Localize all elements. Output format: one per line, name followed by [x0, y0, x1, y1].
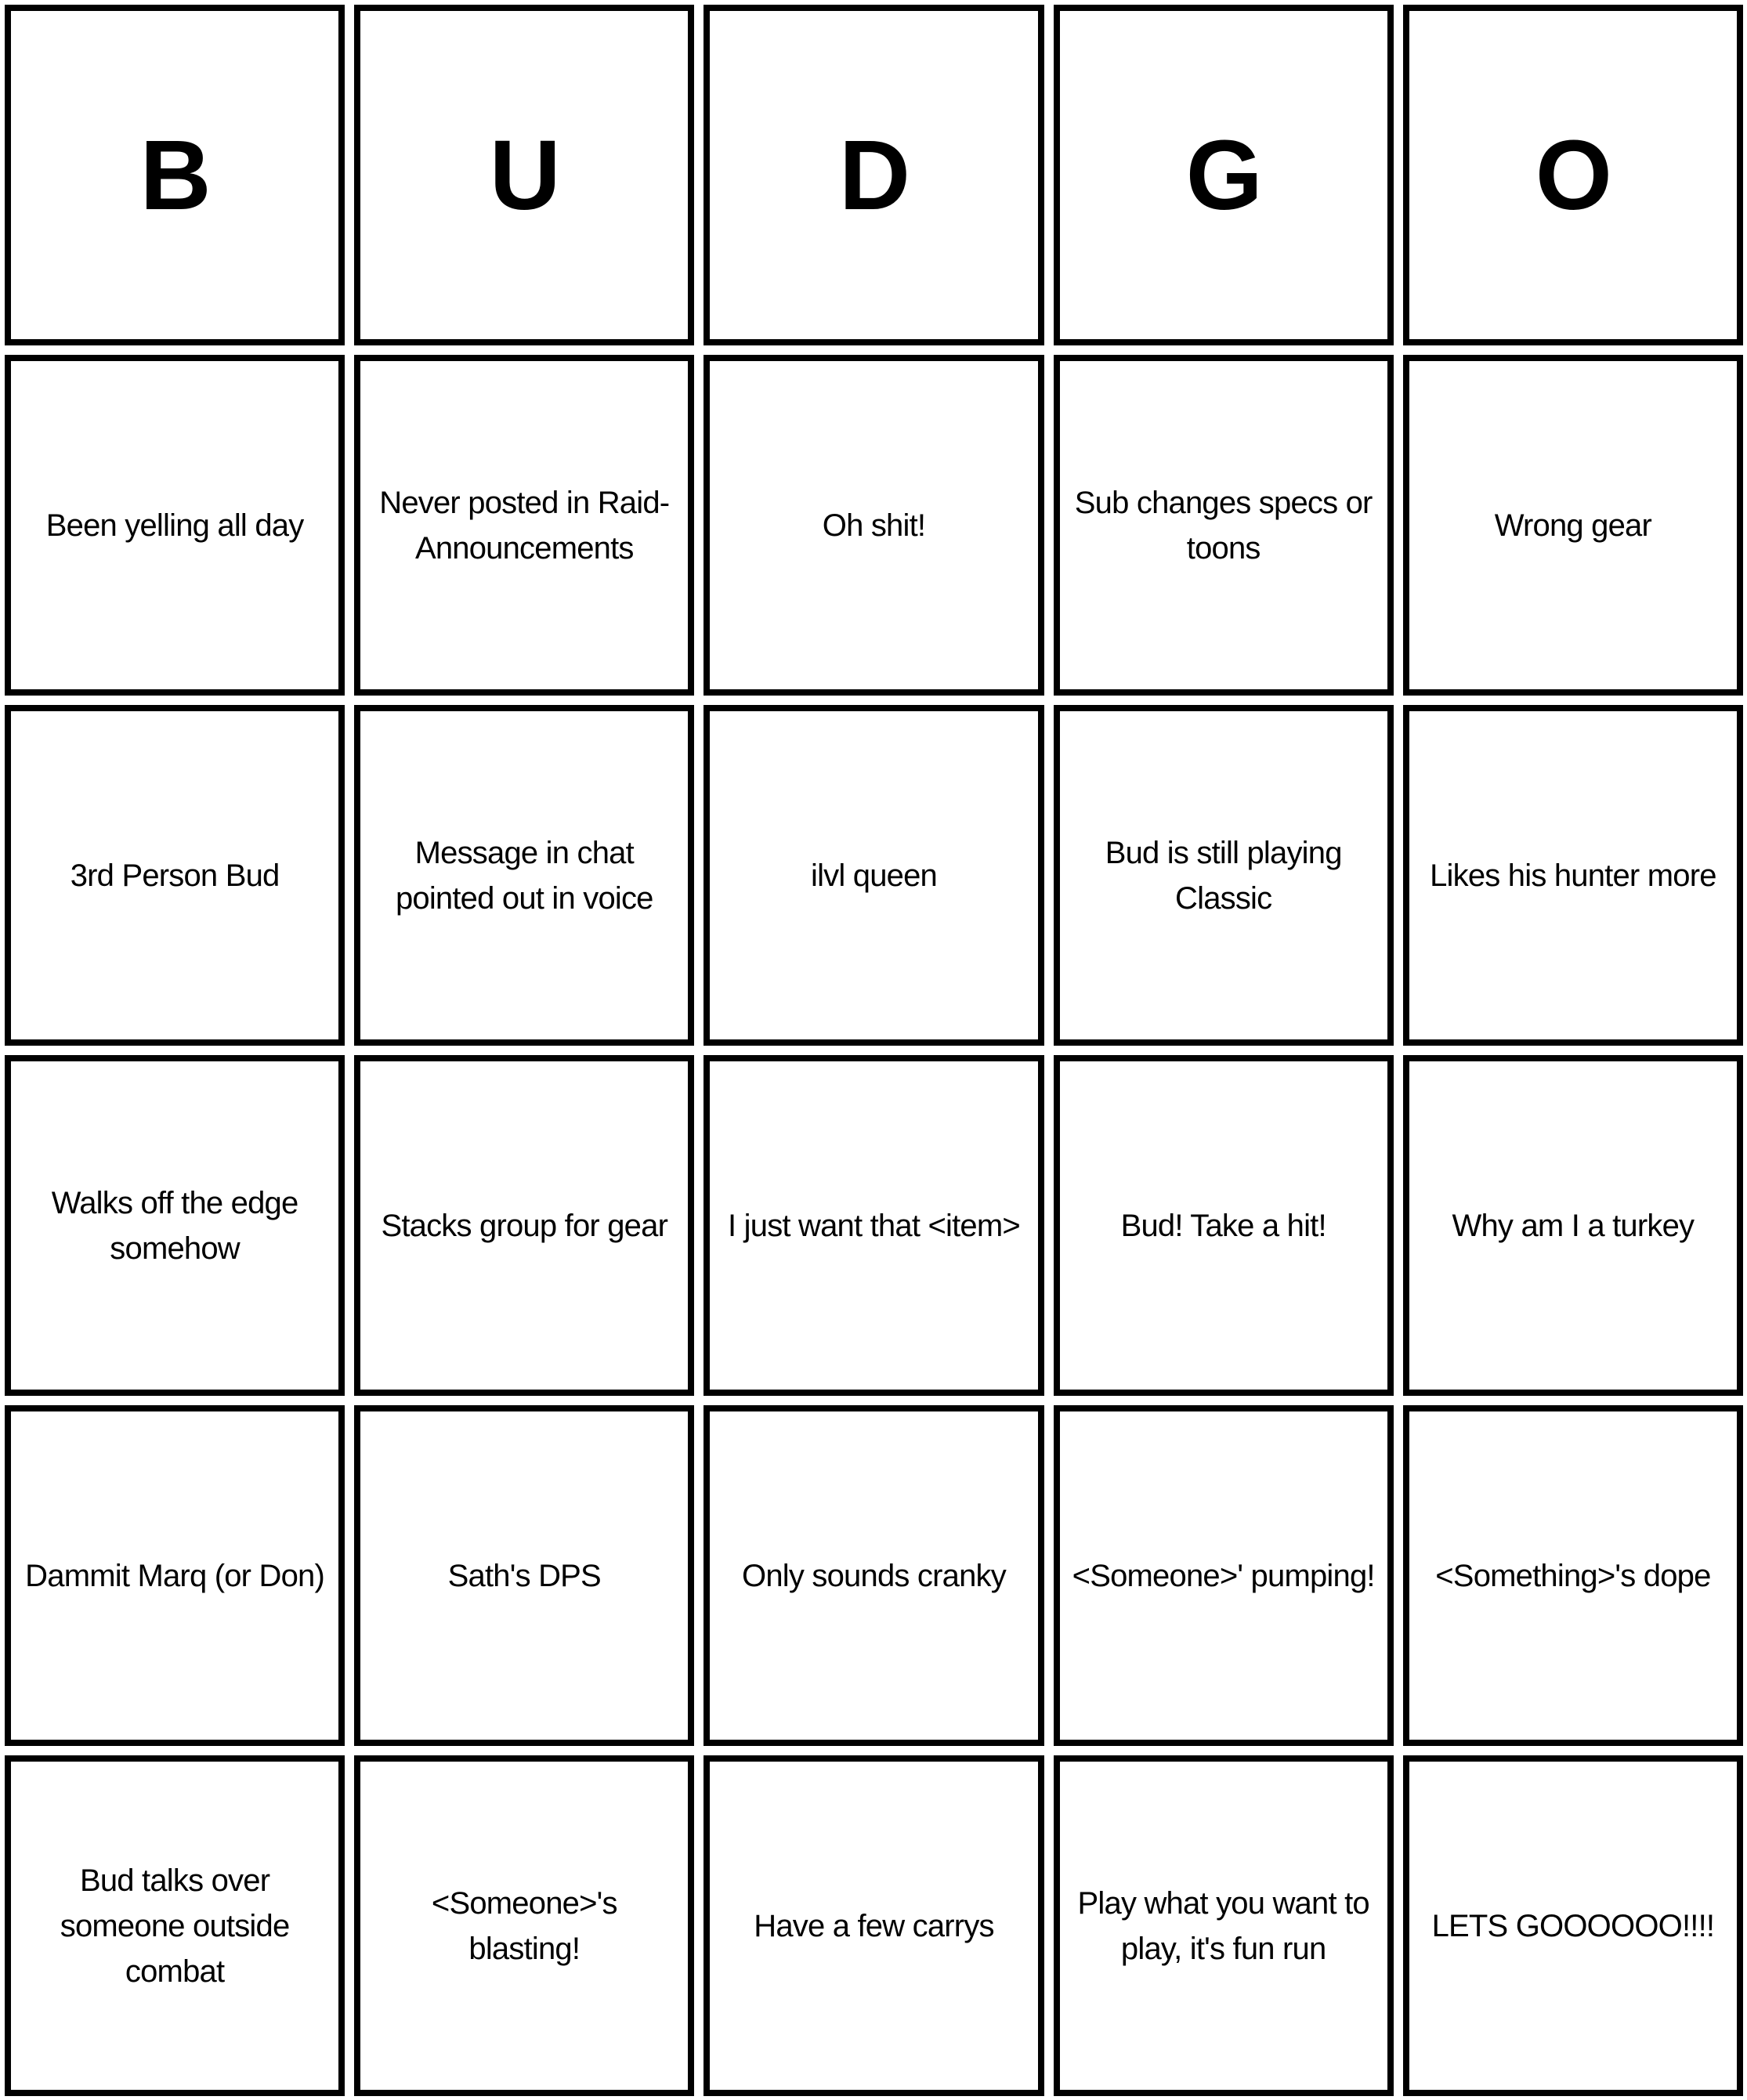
bingo-cell[interactable]: Oh shit!	[704, 355, 1043, 696]
bingo-cell[interactable]: Bud! Take a hit!	[1054, 1055, 1394, 1396]
bingo-cell[interactable]: Bud talks over someone outside combat	[5, 1755, 345, 2096]
bingo-cell[interactable]: <Something>'s dope	[1403, 1405, 1743, 1746]
bingo-cell[interactable]: Bud is still playing Classic	[1054, 705, 1394, 1046]
bingo-cell[interactable]: Only sounds cranky	[704, 1405, 1043, 1746]
bingo-cell[interactable]: 3rd Person Bud	[5, 705, 345, 1046]
bingo-cell[interactable]: Walks off the edge somehow	[5, 1055, 345, 1396]
bingo-cell[interactable]: Message in chat pointed out in voice	[354, 705, 694, 1046]
header-cell-d: D	[704, 5, 1043, 345]
bingo-cell[interactable]: ilvl queen	[704, 705, 1043, 1046]
bingo-cell[interactable]: Never posted in Raid-Announcements	[354, 355, 694, 696]
bingo-grid	[5, 5, 1743, 2096]
header-cell-u: U	[354, 5, 694, 345]
header-cell-g: G	[1054, 5, 1394, 345]
header-cell-b: B	[5, 5, 345, 345]
bingo-cell[interactable]: Stacks group for gear	[354, 1055, 694, 1396]
bingo-cell[interactable]: Sub changes specs or toons	[1054, 355, 1394, 696]
bingo-cell[interactable]: Likes his hunter more	[1403, 705, 1743, 1046]
bingo-cell[interactable]: Wrong gear	[1403, 355, 1743, 696]
bingo-cell[interactable]: Have a few carrys	[704, 1755, 1043, 2096]
bingo-cell[interactable]: Dammit Marq (or Don)	[5, 1405, 345, 1746]
bingo-cell[interactable]: <Someone>' pumping!	[1054, 1405, 1394, 1746]
bingo-cell[interactable]: <Someone>'s blasting!	[354, 1755, 694, 2096]
bingo-cell[interactable]: LETS GOOOOOO!!!!	[1403, 1755, 1743, 2096]
bingo-cell[interactable]: Why am I a turkey	[1403, 1055, 1743, 1396]
bingo-cell[interactable]: Play what you want to play, it's fun run	[1054, 1755, 1394, 2096]
bingo-cell[interactable]: I just want that <item>	[704, 1055, 1043, 1396]
bingo-cell[interactable]: Been yelling all day	[5, 355, 345, 696]
header-cell-o: O	[1403, 5, 1743, 345]
bingo-cell[interactable]: Sath's DPS	[354, 1405, 694, 1746]
